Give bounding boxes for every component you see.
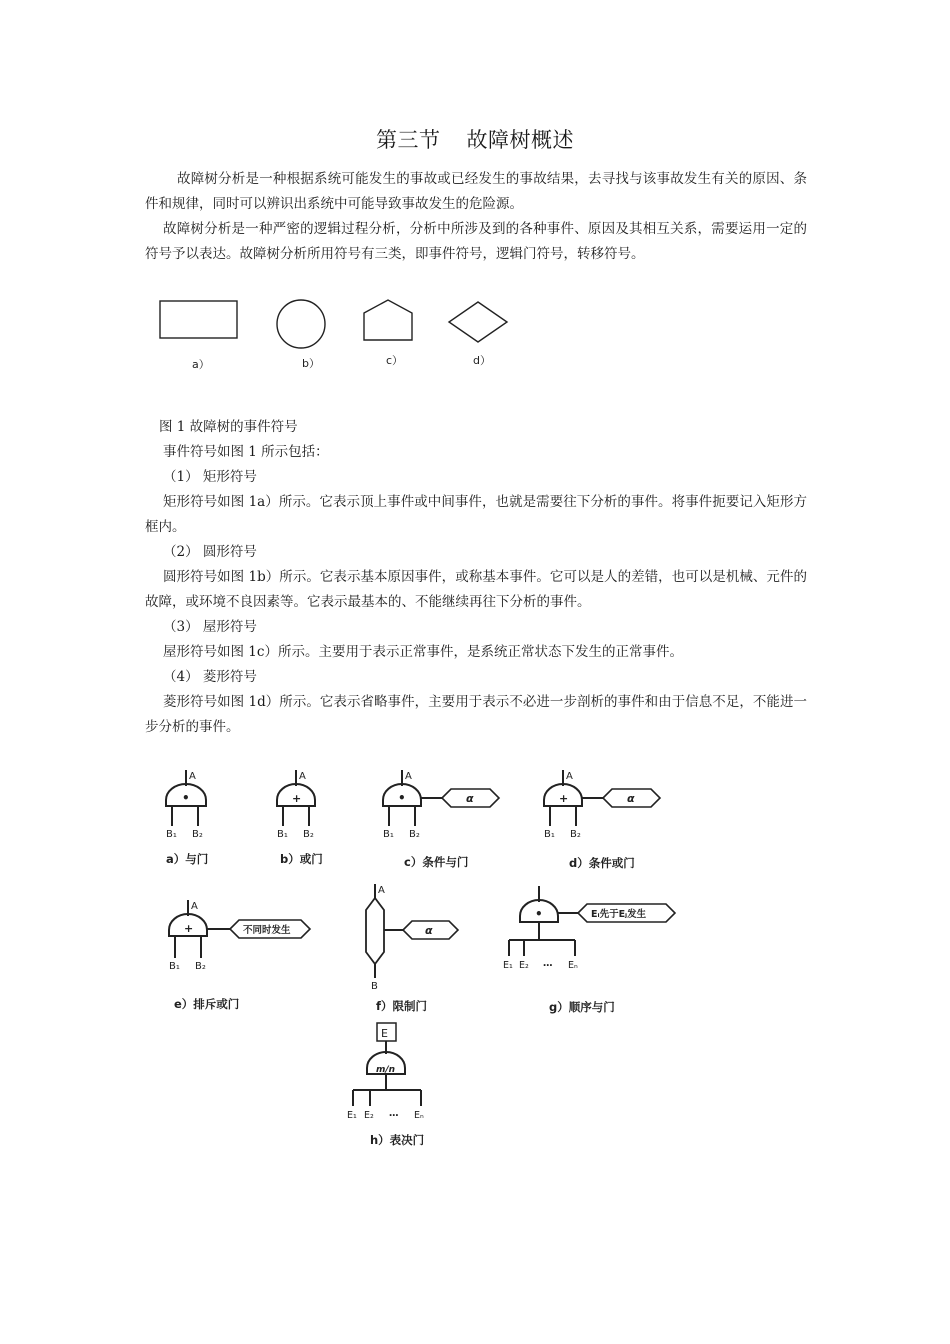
gate-caption-conditional-and: c）条件与门	[404, 855, 469, 869]
gate-h-top-event: E	[381, 1027, 388, 1040]
figure1-label-d: d）	[473, 354, 491, 367]
figure1-label-b: b）	[302, 357, 320, 370]
restriction-gate	[366, 898, 384, 964]
gate-d-or-mark: +	[559, 792, 569, 805]
gate-d-output: A	[566, 771, 573, 782]
gate-g-and-mark: •	[535, 907, 543, 921]
gate-c-and-mark: •	[398, 791, 406, 805]
gate-caption-conditional-or: d）条件或门	[569, 856, 635, 870]
gate-d-input-2: B₂	[570, 829, 581, 840]
gate-h-vote-mark: m/n	[376, 1065, 396, 1075]
gate-b-input-1: B₁	[277, 829, 288, 840]
gate-a-and-mark: •	[182, 791, 190, 805]
paragraph-symbols: 故障树分析是一种严密的逻辑过程分析，分析中所涉及到的各种事件、原因及其相互关系，需要运用一定的符号予以表达。故障树分析所用符号有三类，即事件符号，逻辑门符号，转移符号。	[145, 221, 807, 262]
gate-caption-exclusive-or: e）排斥或门	[174, 997, 240, 1011]
gate-g-input-2: E₂	[519, 960, 529, 971]
section-heading-circle: （2） 圆形符号	[163, 544, 257, 560]
gate-a-input-1: B₁	[166, 829, 177, 840]
gate-caption-restriction: f）限制门	[376, 999, 428, 1013]
gate-e-input-2: B₂	[195, 961, 206, 972]
gate-g-input-1: E₁	[503, 960, 513, 971]
figure1-label-c: c）	[386, 354, 404, 367]
gate-f-condition: α	[425, 924, 433, 937]
gate-caption-and: a）与门	[166, 852, 209, 866]
gate-b-output: A	[299, 771, 306, 782]
gate-h-input-n: Eₙ	[414, 1110, 424, 1121]
gate-a-output: A	[189, 771, 196, 782]
gate-c-input-1: B₁	[383, 829, 394, 840]
figure1-label-a: a）	[192, 358, 210, 371]
title-text: 故障树概述	[466, 128, 574, 152]
gate-e-input-1: B₁	[169, 961, 180, 972]
gate-caption-sequential-and: g）顺序与门	[549, 1000, 615, 1014]
gate-g-condition: Eᵢ先于Eⱼ发生	[591, 909, 647, 920]
gate-g-input-n: Eₙ	[568, 960, 578, 971]
title-section-number: 第三节	[376, 128, 441, 152]
gate-b-input-2: B₂	[303, 829, 314, 840]
section-text-diamond: 菱形符号如图 1d）所示。它表示省略事件，主要用于表示不必进一步剖析的事件和由于信息不足，不能进一步分析的事件。	[145, 694, 807, 735]
gate-a-input-2: B₂	[192, 829, 203, 840]
gate-d-input-1: B₁	[544, 829, 555, 840]
section-heading-house: （3） 屋形符号	[163, 619, 257, 635]
section-text-circle: 圆形符号如图 1b）所示。它表示基本原因事件，或称基本事件。它可以是人的差错，也可以是机械、元件的故障，或环境不良因素等。它表示最基本的、不能继续再往下分析的事件。	[145, 569, 807, 610]
section-heading-rectangle: （1） 矩形符号	[163, 469, 257, 485]
gate-f-input: B	[371, 981, 378, 992]
gate-c-input-2: B₂	[409, 829, 420, 840]
gate-e-or-mark: +	[184, 922, 194, 935]
gate-h-input-1: E₁	[347, 1110, 357, 1121]
gate-f-output: A	[378, 885, 385, 896]
section-text-house: 屋形符号如图 1c）所示。主要用于表示正常事件，是系统正常状态下发生的正常事件。	[163, 644, 683, 660]
gate-g-ellipsis: …	[543, 958, 553, 969]
gate-b-or-mark: +	[292, 792, 302, 805]
section-heading-diamond: （4） 菱形符号	[163, 669, 257, 685]
gate-h-input-2: E₂	[364, 1110, 374, 1121]
paragraph-intro: 故障树分析是一种根据系统可能发生的事故或已经发生的事故结果，去寻找与该事故发生有关的原因、条件和规律，同时可以辨识出系统中可能导致事故发生的危险源。	[145, 171, 807, 212]
gate-e-output: A	[191, 901, 198, 912]
gate-caption-voting: h）表决门	[370, 1133, 425, 1147]
gate-h-ellipsis: …	[389, 1108, 399, 1119]
figure1-caption: 图 1 故障树的事件符号	[159, 419, 298, 435]
section-text-rectangle: 矩形符号如图 1a）所示。它表示顶上事件或中间事件，也就是需要往下分析的事件。将事件扼要记入矩形方框内。	[145, 494, 807, 535]
gate-e-condition: 不同时发生	[243, 925, 291, 936]
gate-c-condition: α	[466, 792, 474, 805]
event-symbols-intro: 事件符号如图 1 所示包括：	[163, 444, 329, 460]
gate-d-condition: α	[627, 792, 635, 805]
gate-caption-or: b）或门	[280, 852, 323, 866]
gate-c-output: A	[405, 771, 412, 782]
